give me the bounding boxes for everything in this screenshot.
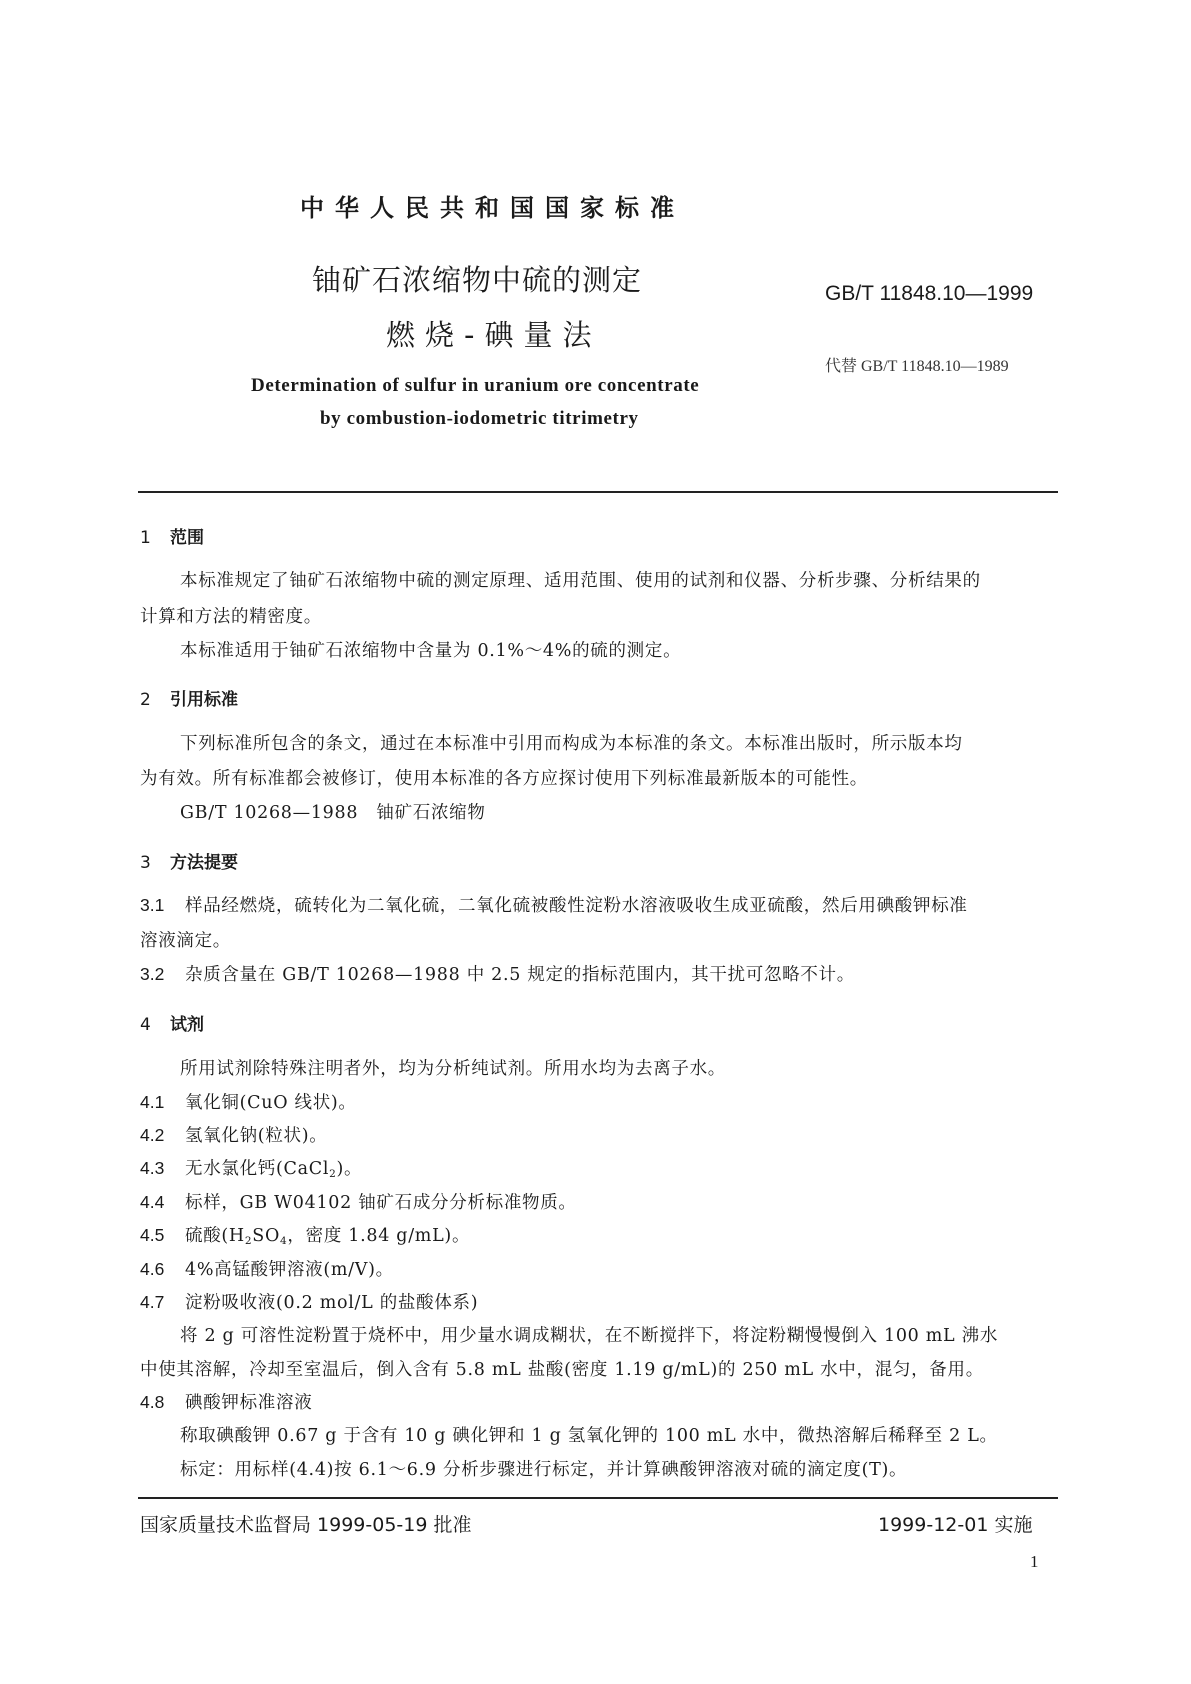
section-number: 2 [140, 690, 151, 710]
national-standard-heading: 中华人民共和国国家标准 [300, 194, 685, 222]
s4-intro: 所用试剂除特殊注明者外，均为分析纯试剂。所用水均为去离子水。 [180, 1059, 726, 1079]
s1-paragraph-line2: 计算和方法的精密度。 [140, 607, 322, 627]
item-text: 碘酸钾标准溶液 [185, 1393, 313, 1413]
section-title: 范围 [170, 528, 204, 548]
section-title: 方法提要 [170, 853, 238, 873]
item-text: 淀粉吸收液(0.2 mol/L 的盐酸体系) [185, 1293, 479, 1313]
s3-item-3-2 [140, 961, 855, 986]
section-1-heading [140, 523, 204, 548]
s2-reference: GB/T 10268—1988 铀矿石浓缩物 [180, 803, 486, 823]
item-number: 4.6 [140, 1259, 165, 1279]
item-text: 氧化铜(CuO 线状)。 [185, 1093, 357, 1113]
s3-item-3-1-cont: 溶液滴定。 [140, 931, 231, 951]
item-text: 标样，GB W04102 铀矿石成分分析标准物质。 [185, 1193, 577, 1213]
s4-item-4-2 [140, 1122, 327, 1147]
item-number: 4.8 [140, 1392, 165, 1412]
s1-paragraph-line1: 本标准规定了铀矿石浓缩物中硫的测定原理、适用范围、使用的试剂和仪器、分析步骤、分析结果的 [180, 571, 981, 591]
s4-item-4-1 [140, 1089, 357, 1114]
section-3-heading [140, 848, 238, 873]
s4-item-4-7-para-line2: 中使其溶解，冷却至室温后，倒入含有 5.8 mL 盐酸(密度 1.19 g/mL)的 250 mL 水中，混匀，备用。 [140, 1360, 984, 1380]
s4-item-4-5 [140, 1222, 470, 1247]
s4-item-4-8-para1: 称取碘酸钾 0.67 g 于含有 10 g 碘化钾和 1 g 氢氧化钾的 100 mL 水中，微热溶解后稀释至 2 L。 [180, 1426, 998, 1446]
item-text: 无水氯化钙(CaCl$_2$)。 [185, 1159, 363, 1180]
title-en-line2: by combustion-iodometric titrimetry [320, 408, 639, 429]
section-number: 3 [140, 853, 151, 873]
s1-paragraph2: 本标准适用于铀矿石浓缩物中含量为 0.1%～4%的硫的测定。 [180, 641, 682, 661]
s2-paragraph-line2: 为有效。所有标准都会被修订，使用本标准的各方应探讨使用下列标准最新版本的可能性。 [140, 769, 868, 789]
item-number: 3.1 [140, 895, 165, 915]
item-text: 4%高锰酸钾溶液(m/V)。 [185, 1260, 394, 1280]
implementation-date: 1999-12-01 实施 [878, 1514, 1033, 1536]
section-title: 引用标准 [170, 690, 238, 710]
item-number: 4.7 [140, 1292, 165, 1312]
s4-item-4-8 [140, 1389, 312, 1414]
s4-item-4-7-para-line1: 将 2 g 可溶性淀粉置于烧杯中，用少量水调成糊状，在不断搅拌下，将淀粉糊慢慢倒入 100 mL 沸水 [180, 1326, 999, 1346]
item-text: 杂质含量在 GB/T 10268—1988 中 2.5 规定的指标范围内，其干扰可忽略不计。 [185, 965, 855, 985]
page-number: 1 [1030, 1552, 1039, 1571]
item-number: 4.3 [140, 1158, 165, 1178]
item-number: 4.5 [140, 1225, 165, 1245]
s4-item-4-4 [140, 1189, 577, 1214]
footer-divider [138, 1497, 1058, 1499]
item-number: 4.4 [140, 1192, 165, 1212]
item-text: 样品经燃烧，硫转化为二氧化硫，二氧化硫被酸性淀粉水溶液吸收生成亚硫酸，然后用碘酸钾标准 [185, 896, 968, 916]
s4-item-4-8-para2: 标定：用标样(4.4)按 6.1～6.9 分析步骤进行标定，并计算碘酸钾溶液对硫的滴定度(T)。 [180, 1460, 908, 1480]
item-number: 4.1 [140, 1092, 165, 1112]
title-cn-line1: 铀矿石浓缩物中硫的测定 [312, 263, 643, 297]
item-number: 4.2 [140, 1125, 165, 1145]
header-divider [138, 491, 1058, 493]
section-2-heading [140, 685, 238, 710]
replaces-standard: 代替 GB/T 11848.10—1989 [825, 358, 1009, 375]
item-text: 氢氧化钠(粒状)。 [185, 1126, 328, 1146]
section-title: 试剂 [170, 1015, 204, 1035]
s3-item-3-1 [140, 892, 968, 917]
s4-item-4-7 [140, 1289, 478, 1314]
s4-item-4-3 [140, 1155, 362, 1180]
section-number: 4 [140, 1015, 151, 1035]
standard-number: GB/T 11848.10—1999 [825, 282, 1034, 305]
item-number: 3.2 [140, 964, 165, 984]
title-en-line1: Determination of sulfur in uranium ore concentrate [251, 375, 700, 396]
section-number: 1 [140, 528, 151, 548]
approval-date: 国家质量技术监督局 1999-05-19 批准 [140, 1514, 472, 1536]
s2-paragraph-line1: 下列标准所包含的条文，通过在本标准中引用而构成为本标准的条文。本标准出版时，所示版本均 [180, 734, 963, 754]
item-text: 硫酸($H_2SO_4$，密度 1.84 g/mL)。 [185, 1226, 471, 1247]
title-cn-line2: 燃烧-碘量法 [386, 318, 602, 352]
section-4-heading [140, 1010, 204, 1035]
s4-item-4-6 [140, 1256, 394, 1281]
